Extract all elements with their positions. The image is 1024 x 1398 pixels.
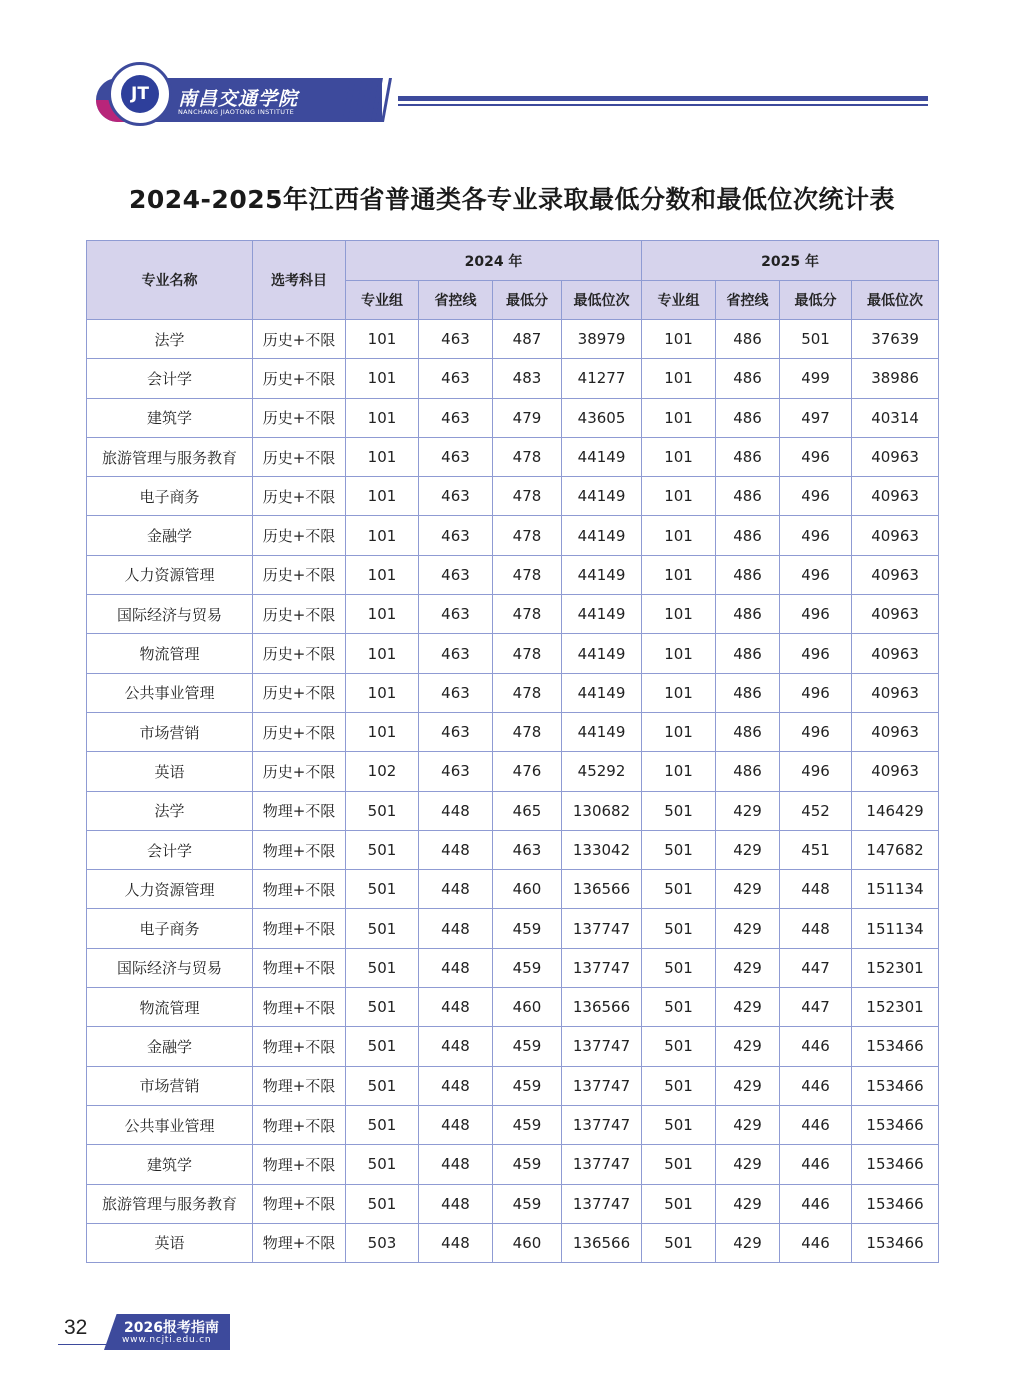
cell-major: 英语: [87, 752, 253, 791]
cell-min-rank-2024: 136566: [562, 988, 642, 1027]
cell-group-2024: 501: [346, 1027, 419, 1066]
cell-subject: 物理+不限: [253, 909, 346, 948]
cell-group-2024: 101: [346, 712, 419, 751]
cell-group-2025: 501: [642, 1223, 716, 1262]
cell-min-rank-2025: 152301: [852, 988, 939, 1027]
cell-group-2024: 501: [346, 1066, 419, 1105]
cell-major: 人力资源管理: [87, 870, 253, 909]
cell-control-line-2025: 429: [716, 1223, 780, 1262]
cell-min-score-2024: 460: [493, 870, 562, 909]
cell-major: 建筑学: [87, 1145, 253, 1184]
cell-subject: 历史+不限: [253, 595, 346, 634]
cell-major: 电子商务: [87, 477, 253, 516]
cell-major: 物流管理: [87, 634, 253, 673]
cell-group-2024: 101: [346, 634, 419, 673]
cell-min-score-2025: 501: [780, 320, 852, 359]
cell-group-2024: 101: [346, 595, 419, 634]
cell-major: 旅游管理与服务教育: [87, 1184, 253, 1223]
cell-major: 会计学: [87, 359, 253, 398]
cell-min-score-2025: 496: [780, 437, 852, 476]
cell-group-2025: 501: [642, 1184, 716, 1223]
cell-group-2025: 101: [642, 595, 716, 634]
cell-min-rank-2025: 146429: [852, 791, 939, 830]
page-title: 2024-2025年江西省普通类各专业录取最低分数和最低位次统计表: [128, 185, 896, 214]
cell-min-rank-2024: 137747: [562, 1066, 642, 1105]
cell-subject: 物理+不限: [253, 988, 346, 1027]
cell-min-rank-2024: 137747: [562, 1184, 642, 1223]
cell-control-line-2024: 448: [419, 1184, 493, 1223]
cell-min-rank-2024: 136566: [562, 870, 642, 909]
cell-control-line-2025: 486: [716, 712, 780, 751]
table-row: [87, 1105, 939, 1144]
header-year-2025: 2025 年: [642, 241, 939, 281]
cell-min-score-2024: 478: [493, 477, 562, 516]
header-min-score-2025: 最低分: [780, 281, 852, 320]
cell-min-score-2025: 451: [780, 830, 852, 869]
cell-control-line-2024: 463: [419, 673, 493, 712]
cell-min-rank-2024: 137747: [562, 948, 642, 987]
cell-control-line-2024: 448: [419, 830, 493, 869]
cell-group-2024: 501: [346, 909, 419, 948]
cell-min-rank-2024: 137747: [562, 1145, 642, 1184]
cell-subject: 物理+不限: [253, 1223, 346, 1262]
cell-major: 人力资源管理: [87, 555, 253, 594]
cell-group-2024: 501: [346, 870, 419, 909]
cell-group-2024: 101: [346, 398, 419, 437]
cell-min-rank-2024: 137747: [562, 909, 642, 948]
cell-control-line-2025: 486: [716, 477, 780, 516]
cell-subject: 历史+不限: [253, 516, 346, 555]
cell-min-score-2025: 499: [780, 359, 852, 398]
cell-group-2024: 501: [346, 1145, 419, 1184]
cell-major: 电子商务: [87, 909, 253, 948]
cell-min-score-2025: 448: [780, 909, 852, 948]
cell-min-rank-2025: 40963: [852, 673, 939, 712]
cell-min-score-2025: 452: [780, 791, 852, 830]
cell-group-2025: 101: [642, 477, 716, 516]
cell-group-2025: 101: [642, 320, 716, 359]
cell-major: 国际经济与贸易: [87, 595, 253, 634]
cell-min-score-2024: 478: [493, 555, 562, 594]
cell-min-rank-2025: 40963: [852, 555, 939, 594]
cell-min-rank-2024: 44149: [562, 516, 642, 555]
page-footer: [0, 1310, 1024, 1360]
cell-min-rank-2024: 44149: [562, 477, 642, 516]
cell-min-rank-2024: 130682: [562, 791, 642, 830]
cell-control-line-2024: 463: [419, 555, 493, 594]
cell-subject: 物理+不限: [253, 1066, 346, 1105]
table-body: [87, 320, 939, 1263]
cell-group-2024: 101: [346, 437, 419, 476]
header-year-2024: 2024 年: [346, 241, 642, 281]
cell-min-rank-2025: 153466: [852, 1066, 939, 1105]
cell-min-rank-2024: 44149: [562, 673, 642, 712]
table-row: [87, 1027, 939, 1066]
table-row: [87, 673, 939, 712]
table-row: [87, 948, 939, 987]
cell-min-score-2024: 459: [493, 1145, 562, 1184]
cell-control-line-2024: 448: [419, 1145, 493, 1184]
cell-control-line-2025: 486: [716, 752, 780, 791]
cell-group-2025: 101: [642, 516, 716, 555]
header-major: 专业名称: [87, 241, 253, 320]
cell-group-2025: 101: [642, 555, 716, 594]
cell-min-score-2024: 459: [493, 909, 562, 948]
cell-min-score-2024: 478: [493, 437, 562, 476]
cell-subject: 历史+不限: [253, 398, 346, 437]
table-row: [87, 516, 939, 555]
cell-control-line-2025: 486: [716, 320, 780, 359]
cell-min-rank-2024: 43605: [562, 398, 642, 437]
cell-min-rank-2025: 40963: [852, 477, 939, 516]
admission-table-container: [86, 240, 938, 1263]
table-row: [87, 359, 939, 398]
cell-min-rank-2025: 147682: [852, 830, 939, 869]
cell-control-line-2024: 463: [419, 634, 493, 673]
cell-min-score-2025: 497: [780, 398, 852, 437]
header-control-line-2024: 省控线: [419, 281, 493, 320]
footer-guide-title: 2026报考指南: [124, 1320, 219, 1336]
cell-control-line-2025: 486: [716, 359, 780, 398]
cell-min-score-2025: 496: [780, 516, 852, 555]
header-min-score-2024: 最低分: [493, 281, 562, 320]
cell-min-score-2025: 446: [780, 1027, 852, 1066]
cell-min-rank-2025: 151134: [852, 870, 939, 909]
cell-control-line-2025: 429: [716, 870, 780, 909]
header-subject: 选考科目: [253, 241, 346, 320]
cell-min-score-2025: 447: [780, 988, 852, 1027]
school-name-en: NANCHANG JIAOTONG INSTITUTE: [178, 108, 295, 116]
school-name: 南昌交通学院: [178, 88, 299, 110]
cell-min-rank-2024: 137747: [562, 1027, 642, 1066]
cell-min-score-2024: 459: [493, 1027, 562, 1066]
cell-control-line-2024: 448: [419, 988, 493, 1027]
cell-control-line-2024: 463: [419, 712, 493, 751]
cell-major: 市场营销: [87, 712, 253, 751]
footer-url: www.ncjti.edu.cn: [122, 1335, 212, 1345]
cell-min-rank-2024: 41277: [562, 359, 642, 398]
cell-min-score-2024: 460: [493, 988, 562, 1027]
cell-subject: 物理+不限: [253, 830, 346, 869]
cell-control-line-2025: 486: [716, 673, 780, 712]
cell-subject: 物理+不限: [253, 948, 346, 987]
cell-group-2024: 501: [346, 988, 419, 1027]
cell-control-line-2025: 429: [716, 1184, 780, 1223]
cell-min-score-2024: 478: [493, 673, 562, 712]
cell-min-score-2025: 496: [780, 673, 852, 712]
cell-min-score-2024: 478: [493, 634, 562, 673]
header-group-2025: 专业组: [642, 281, 716, 320]
cell-group-2025: 101: [642, 752, 716, 791]
cell-control-line-2024: 448: [419, 791, 493, 830]
cell-min-rank-2025: 40963: [852, 595, 939, 634]
cell-group-2025: 501: [642, 948, 716, 987]
cell-min-rank-2024: 44149: [562, 595, 642, 634]
cell-min-rank-2024: 136566: [562, 1223, 642, 1262]
cell-min-rank-2024: 133042: [562, 830, 642, 869]
school-logo: [108, 62, 172, 126]
cell-control-line-2024: 448: [419, 1105, 493, 1144]
cell-control-line-2024: 448: [419, 948, 493, 987]
cell-min-score-2025: 446: [780, 1223, 852, 1262]
cell-group-2024: 101: [346, 673, 419, 712]
cell-control-line-2025: 486: [716, 398, 780, 437]
cell-min-rank-2025: 38986: [852, 359, 939, 398]
cell-subject: 历史+不限: [253, 359, 346, 398]
cell-group-2025: 101: [642, 634, 716, 673]
cell-control-line-2025: 429: [716, 791, 780, 830]
cell-group-2025: 501: [642, 830, 716, 869]
table-row: [87, 1145, 939, 1184]
header-rule-thin: [398, 104, 928, 106]
cell-min-score-2025: 496: [780, 595, 852, 634]
table-row: [87, 1066, 939, 1105]
cell-group-2025: 101: [642, 673, 716, 712]
cell-subject: 历史+不限: [253, 634, 346, 673]
cell-major: 法学: [87, 791, 253, 830]
cell-subject: 历史+不限: [253, 555, 346, 594]
cell-min-rank-2025: 153466: [852, 1223, 939, 1262]
cell-min-score-2024: 463: [493, 830, 562, 869]
table-row: [87, 320, 939, 359]
cell-min-score-2024: 459: [493, 1066, 562, 1105]
cell-min-score-2024: 460: [493, 1223, 562, 1262]
cell-min-score-2025: 496: [780, 634, 852, 673]
cell-subject: 历史+不限: [253, 437, 346, 476]
cell-control-line-2025: 429: [716, 1066, 780, 1105]
cell-min-rank-2024: 45292: [562, 752, 642, 791]
cell-min-rank-2025: 40963: [852, 712, 939, 751]
cell-control-line-2024: 448: [419, 909, 493, 948]
cell-group-2025: 101: [642, 712, 716, 751]
cell-group-2025: 501: [642, 791, 716, 830]
cell-major: 英语: [87, 1223, 253, 1262]
cell-min-rank-2025: 153466: [852, 1145, 939, 1184]
cell-min-rank-2024: 44149: [562, 555, 642, 594]
cell-min-rank-2024: 44149: [562, 437, 642, 476]
cell-group-2024: 102: [346, 752, 419, 791]
cell-group-2025: 501: [642, 1027, 716, 1066]
admission-table: [86, 240, 939, 1263]
header-control-line-2025: 省控线: [716, 281, 780, 320]
footer-rule: [58, 1344, 112, 1345]
header-stripes-decoration: [340, 78, 400, 122]
cell-min-score-2024: 479: [493, 398, 562, 437]
cell-min-rank-2024: 137747: [562, 1105, 642, 1144]
cell-group-2024: 101: [346, 555, 419, 594]
cell-min-rank-2025: 40963: [852, 752, 939, 791]
cell-min-score-2024: 459: [493, 1184, 562, 1223]
cell-control-line-2025: 429: [716, 830, 780, 869]
cell-min-rank-2025: 151134: [852, 909, 939, 948]
header-min-rank-2025: 最低位次: [852, 281, 939, 320]
cell-subject: 物理+不限: [253, 1184, 346, 1223]
cell-group-2024: 503: [346, 1223, 419, 1262]
cell-min-score-2025: 446: [780, 1184, 852, 1223]
cell-min-score-2025: 496: [780, 712, 852, 751]
cell-control-line-2024: 463: [419, 437, 493, 476]
cell-control-line-2024: 463: [419, 516, 493, 555]
cell-group-2024: 101: [346, 320, 419, 359]
table-row: [87, 477, 939, 516]
page-number: 32: [64, 1316, 88, 1339]
cell-group-2025: 501: [642, 909, 716, 948]
table-row: [87, 1223, 939, 1262]
cell-group-2024: 501: [346, 948, 419, 987]
cell-min-rank-2025: 152301: [852, 948, 939, 987]
cell-group-2024: 501: [346, 791, 419, 830]
table-row: [87, 634, 939, 673]
cell-subject: 历史+不限: [253, 752, 346, 791]
cell-group-2024: 501: [346, 830, 419, 869]
cell-min-score-2025: 447: [780, 948, 852, 987]
cell-control-line-2025: 486: [716, 516, 780, 555]
cell-min-score-2024: 478: [493, 595, 562, 634]
table-row: [87, 988, 939, 1027]
cell-group-2025: 501: [642, 1066, 716, 1105]
cell-control-line-2024: 448: [419, 1066, 493, 1105]
table-row: [87, 437, 939, 476]
page-header: [0, 0, 1024, 140]
cell-min-score-2024: 483: [493, 359, 562, 398]
cell-major: 法学: [87, 320, 253, 359]
cell-control-line-2024: 463: [419, 595, 493, 634]
logo-mark: JT: [121, 75, 159, 113]
cell-control-line-2024: 448: [419, 870, 493, 909]
cell-control-line-2024: 463: [419, 398, 493, 437]
cell-min-score-2024: 478: [493, 712, 562, 751]
cell-group-2024: 101: [346, 477, 419, 516]
table-row: [87, 791, 939, 830]
cell-group-2024: 501: [346, 1105, 419, 1144]
cell-subject: 物理+不限: [253, 791, 346, 830]
cell-control-line-2025: 429: [716, 1027, 780, 1066]
cell-major: 金融学: [87, 1027, 253, 1066]
cell-min-rank-2025: 40963: [852, 437, 939, 476]
cell-subject: 物理+不限: [253, 1027, 346, 1066]
cell-group-2025: 101: [642, 437, 716, 476]
cell-control-line-2024: 463: [419, 477, 493, 516]
cell-group-2024: 101: [346, 516, 419, 555]
cell-control-line-2024: 463: [419, 320, 493, 359]
cell-control-line-2024: 448: [419, 1027, 493, 1066]
cell-min-score-2025: 446: [780, 1066, 852, 1105]
cell-min-score-2024: 476: [493, 752, 562, 791]
cell-subject: 历史+不限: [253, 712, 346, 751]
table-row: [87, 712, 939, 751]
cell-control-line-2025: 486: [716, 437, 780, 476]
table-row: [87, 1184, 939, 1223]
cell-control-line-2024: 448: [419, 1223, 493, 1262]
cell-min-rank-2025: 40963: [852, 516, 939, 555]
cell-control-line-2025: 486: [716, 634, 780, 673]
cell-control-line-2025: 429: [716, 909, 780, 948]
cell-group-2025: 501: [642, 1105, 716, 1144]
table-row: [87, 595, 939, 634]
cell-group-2024: 101: [346, 359, 419, 398]
table-row: [87, 909, 939, 948]
cell-subject: 历史+不限: [253, 320, 346, 359]
cell-min-score-2025: 448: [780, 870, 852, 909]
cell-min-score-2025: 496: [780, 477, 852, 516]
cell-group-2025: 501: [642, 1145, 716, 1184]
cell-min-rank-2024: 44149: [562, 634, 642, 673]
cell-major: 国际经济与贸易: [87, 948, 253, 987]
cell-control-line-2025: 429: [716, 988, 780, 1027]
cell-min-score-2025: 496: [780, 752, 852, 791]
cell-group-2024: 501: [346, 1184, 419, 1223]
table-row: [87, 870, 939, 909]
table-row: [87, 555, 939, 594]
cell-min-score-2025: 496: [780, 555, 852, 594]
cell-major: 旅游管理与服务教育: [87, 437, 253, 476]
cell-min-rank-2025: 153466: [852, 1105, 939, 1144]
cell-min-score-2024: 459: [493, 1105, 562, 1144]
cell-control-line-2025: 429: [716, 948, 780, 987]
table-row: [87, 398, 939, 437]
cell-major: 会计学: [87, 830, 253, 869]
cell-subject: 历史+不限: [253, 673, 346, 712]
header-rule-thick: [398, 96, 928, 101]
cell-subject: 历史+不限: [253, 477, 346, 516]
cell-min-rank-2025: 37639: [852, 320, 939, 359]
cell-control-line-2025: 486: [716, 595, 780, 634]
cell-control-line-2025: 486: [716, 555, 780, 594]
table-row: [87, 830, 939, 869]
cell-major: 建筑学: [87, 398, 253, 437]
cell-major: 物流管理: [87, 988, 253, 1027]
cell-control-line-2024: 463: [419, 359, 493, 398]
cell-min-rank-2024: 44149: [562, 712, 642, 751]
cell-subject: 物理+不限: [253, 1105, 346, 1144]
cell-major: 市场营销: [87, 1066, 253, 1105]
header-min-rank-2024: 最低位次: [562, 281, 642, 320]
cell-major: 公共事业管理: [87, 673, 253, 712]
cell-min-rank-2025: 153466: [852, 1184, 939, 1223]
cell-subject: 物理+不限: [253, 870, 346, 909]
cell-subject: 物理+不限: [253, 1145, 346, 1184]
header-group-2024: 专业组: [346, 281, 419, 320]
cell-group-2025: 101: [642, 398, 716, 437]
cell-control-line-2024: 463: [419, 752, 493, 791]
cell-min-score-2024: 478: [493, 516, 562, 555]
cell-min-score-2024: 465: [493, 791, 562, 830]
cell-major: 金融学: [87, 516, 253, 555]
table-row: [87, 752, 939, 791]
cell-min-score-2024: 487: [493, 320, 562, 359]
cell-min-rank-2024: 38979: [562, 320, 642, 359]
cell-min-score-2025: 446: [780, 1105, 852, 1144]
cell-min-rank-2025: 40314: [852, 398, 939, 437]
cell-min-score-2025: 446: [780, 1145, 852, 1184]
cell-min-rank-2025: 153466: [852, 1027, 939, 1066]
cell-min-rank-2025: 40963: [852, 634, 939, 673]
cell-min-score-2024: 459: [493, 948, 562, 987]
cell-control-line-2025: 429: [716, 1145, 780, 1184]
cell-group-2025: 101: [642, 359, 716, 398]
cell-group-2025: 501: [642, 870, 716, 909]
cell-major: 公共事业管理: [87, 1105, 253, 1144]
cell-control-line-2025: 429: [716, 1105, 780, 1144]
cell-group-2025: 501: [642, 988, 716, 1027]
